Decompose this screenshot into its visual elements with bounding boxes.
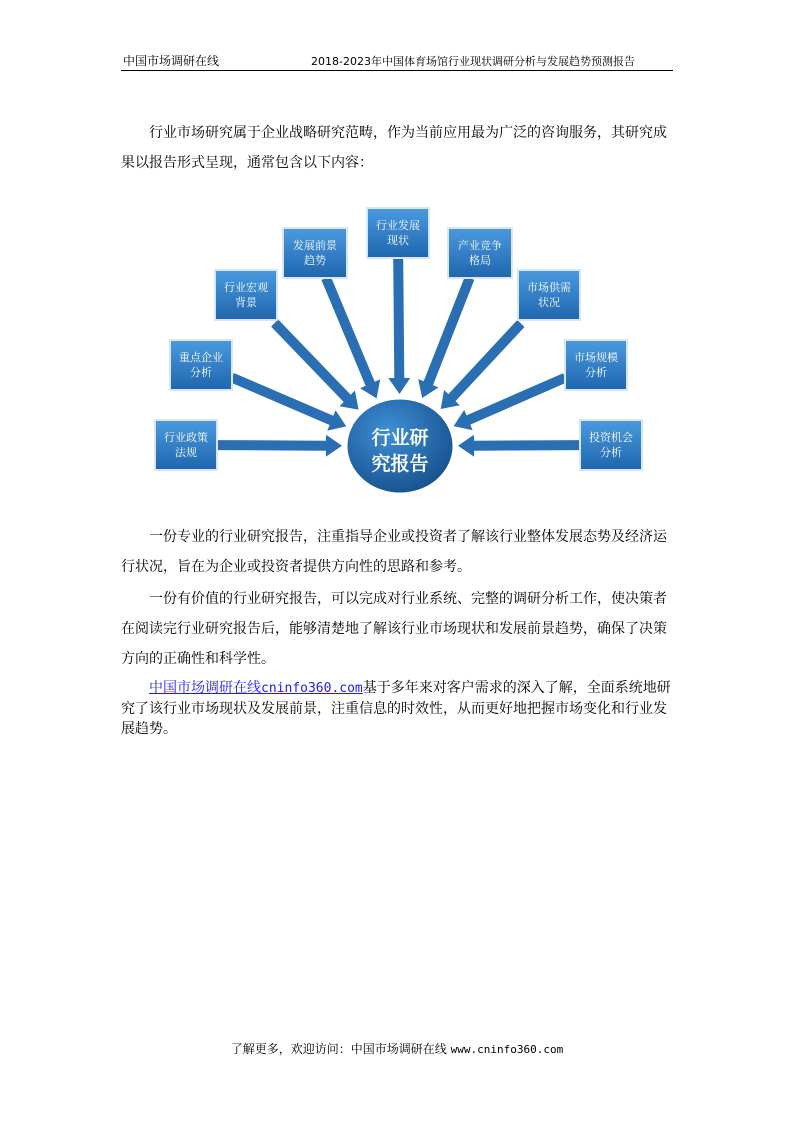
box-label-line2: 背景 — [235, 296, 257, 309]
diagram-box-8 — [565, 340, 627, 390]
box-bg — [215, 270, 277, 320]
arrow-9 — [458, 435, 580, 457]
diagram-box-4 — [283, 228, 347, 278]
box-label-line2: 格局 — [469, 254, 491, 267]
company-paragraph — [121, 678, 673, 739]
page-footer — [0, 1040, 794, 1057]
professional-report-paragraph: 一份专业的行业研究报告，注重指导企业或投资者了解该行业整体发展态势及经济运行状况，旨在为企业或投资者提供方向性的思路和参考。 — [121, 529, 667, 575]
arrow-5 — [388, 258, 410, 394]
box-label-line1: 行业政策 — [164, 431, 208, 444]
box-label-line1: 行业发展 — [376, 219, 420, 232]
company-paragraph-text: 基于多年来对客户需求的深入了解，全面系统地研究了该行业市场现状及发展前景，注重信息的时效性，从而更好地把握市场变化和行业发展趋势。 — [121, 680, 671, 737]
center-label-line2: 究报告 — [371, 453, 429, 475]
box-bg — [448, 228, 512, 278]
intro-paragraph: 行业市场研究属于企业战略研究范畴，作为当前应用最为广泛的咨询服务，其研究成果以报告形式呈现，通常包含以下内容： — [121, 125, 667, 171]
box-label-line2: 分析 — [190, 366, 212, 379]
box-label-line1: 市场规模 — [574, 351, 618, 364]
diagram-box-5 — [367, 208, 429, 258]
box-label-line1: 重点企业 — [179, 351, 223, 364]
diagram-box-7 — [518, 270, 580, 320]
company-link[interactable]: 中国市场调研在线 — [149, 680, 261, 696]
diagram-box-9 — [580, 420, 642, 470]
report-contents-diagram — [150, 200, 650, 500]
box-bg — [367, 208, 429, 258]
box-label-line2: 法规 — [175, 446, 197, 459]
box-bg — [580, 420, 642, 470]
center-label-line1: 行业研 — [371, 427, 429, 449]
diagram-box-2 — [170, 340, 232, 390]
header-report-title: 2018-2023年中国体育场馆行业现状调研分析与发展趋势预测报告 — [311, 55, 635, 68]
footer-url[interactable]: www.cninfo360.com — [450, 1043, 564, 1056]
footer-prefix: 了解更多，欢迎访问：中国市场调研在线 — [230, 1042, 451, 1056]
box-bg — [170, 340, 232, 390]
box-bg — [518, 270, 580, 320]
box-label-line2: 状况 — [538, 296, 560, 309]
company-site-link[interactable]: cninfo360.com — [261, 681, 363, 696]
page-header — [121, 50, 673, 71]
box-bg — [565, 340, 627, 390]
header-site-name: 中国市场调研在线 — [123, 54, 220, 68]
box-label-line2: 分析 — [585, 366, 607, 379]
box-label-line2: 现状 — [387, 234, 409, 247]
valuable-report-paragraph: 一份有价值的行业研究报告，可以完成对行业系统、完整的调研分析工作，使决策者在阅读完行业研究报告后，能够清楚地了解该行业市场现状和发展前景趋势，确保了决策方向的正确性和科学性。 — [121, 591, 667, 667]
box-bg — [155, 420, 217, 470]
diagram-box-6 — [448, 228, 512, 278]
center-circle — [346, 398, 454, 494]
box-label-line2: 分析 — [600, 446, 622, 459]
box-label-line1: 发展前景 — [293, 239, 337, 252]
box-label-line2: 趋势 — [304, 254, 326, 267]
box-label-line1: 产业竞争 — [458, 239, 502, 252]
box-label-line1: 投资机会 — [589, 431, 633, 444]
box-label-line1: 行业宏观 — [224, 281, 268, 294]
box-bg — [283, 228, 347, 278]
box-label-line1: 市场供需 — [527, 281, 571, 294]
diagram-box-3 — [215, 270, 277, 320]
arrow-1 — [217, 435, 342, 457]
diagram-box-1 — [155, 420, 217, 470]
